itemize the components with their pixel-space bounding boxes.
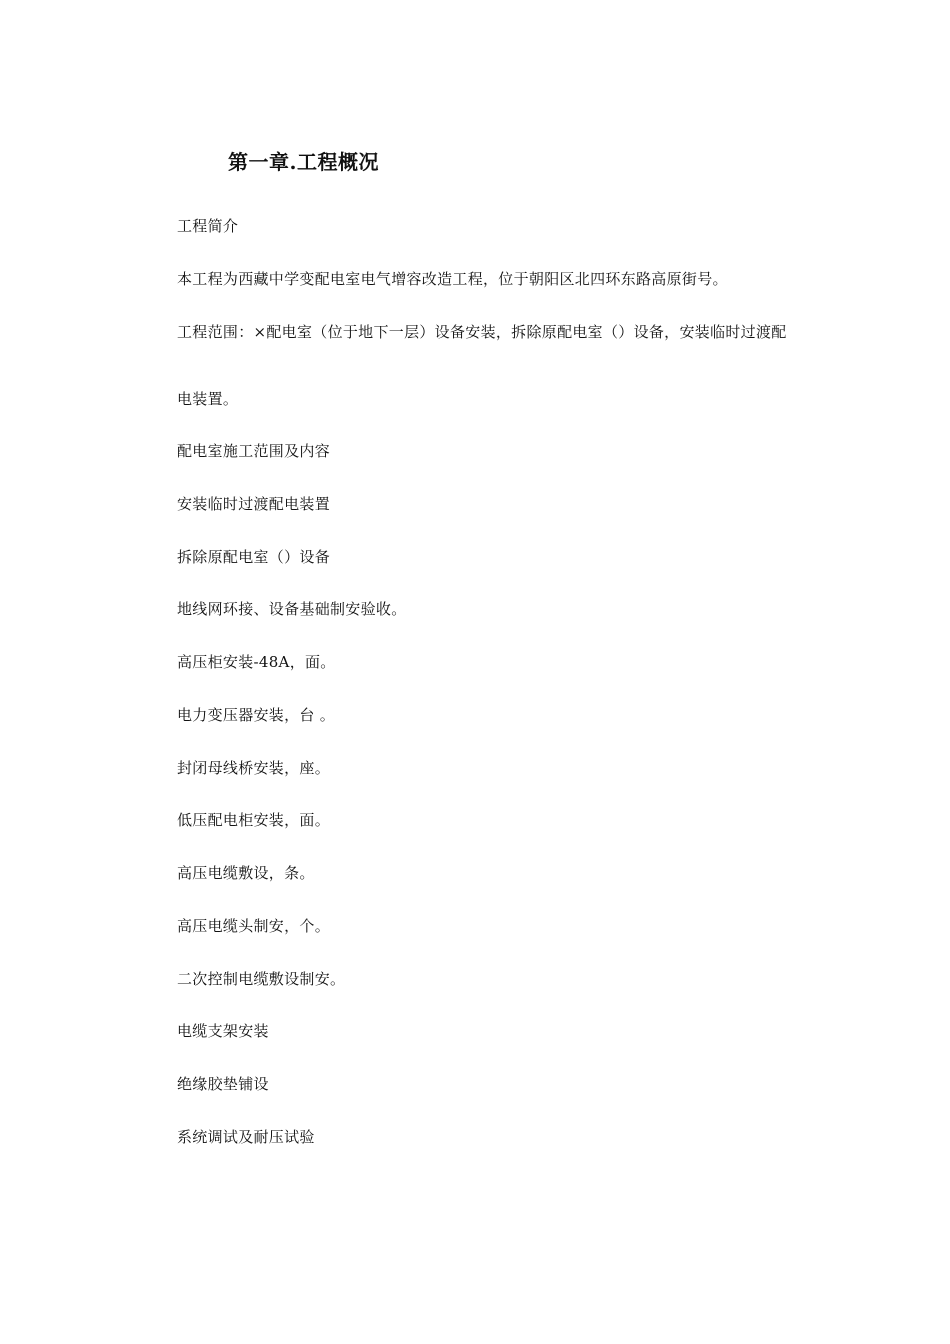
chapter-title: 第一章.工程概况 [228,150,379,174]
list-item: 绝缘胶垫铺设 [177,1075,269,1093]
scope-paragraph-line-2: 电装置。 [177,390,239,408]
list-item: 电缆支架安装 [177,1022,269,1040]
subheading: 配电室施工范围及内容 [177,442,331,460]
list-item: 地线网环接、设备基础制安验收。 [177,600,407,618]
intro-paragraph: 本工程为西藏中学变配电室电气增容改造工程，位于朝阳区北四环东路高原街号。 [177,270,728,288]
list-item: 封闭母线桥安装，座。 [177,759,331,777]
list-item: 二次控制电缆敷设制安。 [177,970,346,988]
list-item: 低压配电柜安装，面。 [177,811,331,829]
list-item: 高压电缆敷设，条。 [177,864,315,882]
section-heading: 工程简介 [177,217,239,235]
scope-paragraph-line-1: 工程范围：×配电室（位于地下一层）设备安装，拆除原配电室（）设备，安装临时过渡配 [177,323,787,341]
list-item: 高压电缆头制安，个。 [177,917,331,935]
list-item: 高压柜安装-48A，面。 [177,653,336,671]
list-item: 安装临时过渡配电装置 [177,495,331,513]
list-item: 拆除原配电室（）设备 [177,548,331,566]
list-item: 系统调试及耐压试验 [177,1128,315,1146]
list-item: 电力变压器安装，台 。 [177,706,336,724]
